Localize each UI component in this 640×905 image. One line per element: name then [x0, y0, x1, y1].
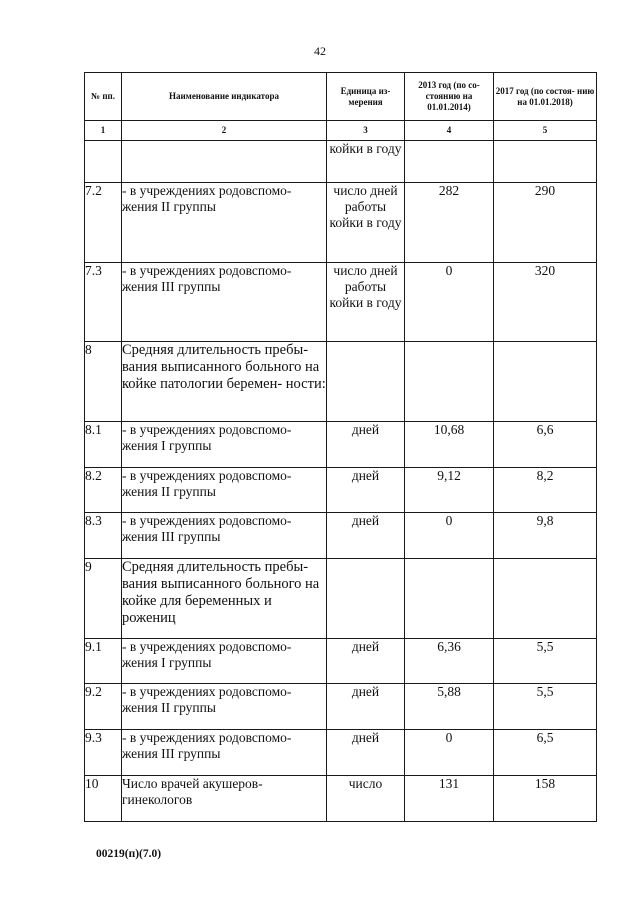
- table-row: [85, 559, 597, 639]
- table-row: [85, 422, 597, 468]
- row-unit: число дней работы койки в году: [327, 263, 405, 342]
- row-value-2017: 320: [494, 263, 597, 342]
- table-row: [85, 263, 597, 342]
- table-row: [85, 730, 597, 776]
- table-row: [85, 141, 597, 183]
- header-2017: 2017 год (по состоя- нию на 01.01.2018): [494, 73, 597, 121]
- row-indicator: - в учреждениях родовспомо- жения II группы: [122, 183, 327, 263]
- row-number: 7.3: [85, 263, 122, 342]
- row-value-2013: 0: [405, 263, 494, 342]
- row-unit: число: [327, 776, 405, 822]
- table-row: [85, 639, 597, 684]
- row-indicator: Средняя длительность пребы- вания выписанного больного на койке для беременных и рожениц: [122, 559, 327, 639]
- row-value-2013: 5,88: [405, 684, 494, 730]
- row-value-2013: [405, 559, 494, 639]
- row-number: [85, 141, 122, 183]
- row-unit: дней: [327, 639, 405, 684]
- row-unit: дней: [327, 513, 405, 559]
- row-indicator: [122, 141, 327, 183]
- row-number: 9.1: [85, 639, 122, 684]
- row-unit: дней: [327, 730, 405, 776]
- row-number: 10: [85, 776, 122, 822]
- col-number-2: 2: [122, 121, 327, 141]
- header-2013: 2013 год (по со- стоянию на 01.01.2014): [405, 73, 494, 121]
- table-header-row: [85, 73, 597, 121]
- table-row: [85, 776, 597, 822]
- row-unit: дней: [327, 422, 405, 468]
- col-number-4: 4: [405, 121, 494, 141]
- row-indicator: - в учреждениях родовспомо- жения III группы: [122, 263, 327, 342]
- header-name: Наименование индикатора: [122, 73, 327, 121]
- row-indicator: - в учреждениях родовспомо- жения I группы: [122, 639, 327, 684]
- document-code: 00219(п)(7.0): [96, 848, 162, 860]
- row-number: 7.2: [85, 183, 122, 263]
- row-value-2017: [494, 342, 597, 422]
- col-number-1: 1: [85, 121, 122, 141]
- col-number-5: 5: [494, 121, 597, 141]
- row-indicator: - в учреждениях родовспомо- жения II группы: [122, 468, 327, 513]
- row-indicator: - в учреждениях родовспомо- жения I группы: [122, 422, 327, 468]
- table-row: [85, 183, 597, 263]
- table-row: [85, 684, 597, 730]
- row-value-2013: 282: [405, 183, 494, 263]
- row-value-2017: [494, 559, 597, 639]
- table-row: [85, 342, 597, 422]
- row-value-2013: 9,12: [405, 468, 494, 513]
- row-number: 9: [85, 559, 122, 639]
- row-unit: [327, 342, 405, 422]
- row-unit: дней: [327, 684, 405, 730]
- row-unit: койки в году: [327, 141, 405, 183]
- row-value-2017: 6,6: [494, 422, 597, 468]
- row-unit: число дней работы койки в году: [327, 183, 405, 263]
- row-value-2013: 0: [405, 730, 494, 776]
- row-value-2013: [405, 141, 494, 183]
- table-row: [85, 468, 597, 513]
- row-unit: [327, 559, 405, 639]
- row-value-2017: 9,8: [494, 513, 597, 559]
- row-value-2017: 8,2: [494, 468, 597, 513]
- row-value-2017: 158: [494, 776, 597, 822]
- row-indicator: Средняя длительность пребы- вания выписанного больного на койке патологии беремен- ности:: [122, 342, 327, 422]
- row-number: 9.3: [85, 730, 122, 776]
- row-value-2013: 10,68: [405, 422, 494, 468]
- row-indicator: - в учреждениях родовспомо- жения II группы: [122, 684, 327, 730]
- row-value-2013: [405, 342, 494, 422]
- header-unit: Единица из- мерения: [327, 73, 405, 121]
- col-number-3: 3: [327, 121, 405, 141]
- row-value-2013: 0: [405, 513, 494, 559]
- row-number: 8.3: [85, 513, 122, 559]
- indicators-table: [84, 72, 597, 822]
- row-number: 8: [85, 342, 122, 422]
- row-value-2013: 6,36: [405, 639, 494, 684]
- page-number: 42: [314, 44, 326, 58]
- row-indicator: Число врачей акушеров- гинекологов: [122, 776, 327, 822]
- row-indicator: - в учреждениях родовспомо- жения III группы: [122, 513, 327, 559]
- row-value-2017: 290: [494, 183, 597, 263]
- row-number: 9.2: [85, 684, 122, 730]
- row-number: 8.1: [85, 422, 122, 468]
- row-unit: дней: [327, 468, 405, 513]
- row-value-2017: 5,5: [494, 639, 597, 684]
- row-number: 8.2: [85, 468, 122, 513]
- row-value-2017: [494, 141, 597, 183]
- row-value-2017: 5,5: [494, 684, 597, 730]
- row-value-2017: 6,5: [494, 730, 597, 776]
- column-numbers-row: [85, 121, 597, 141]
- row-indicator: - в учреждениях родовспомо- жения III группы: [122, 730, 327, 776]
- header-num: № пп.: [85, 73, 122, 121]
- row-value-2013: 131: [405, 776, 494, 822]
- table-row: [85, 513, 597, 559]
